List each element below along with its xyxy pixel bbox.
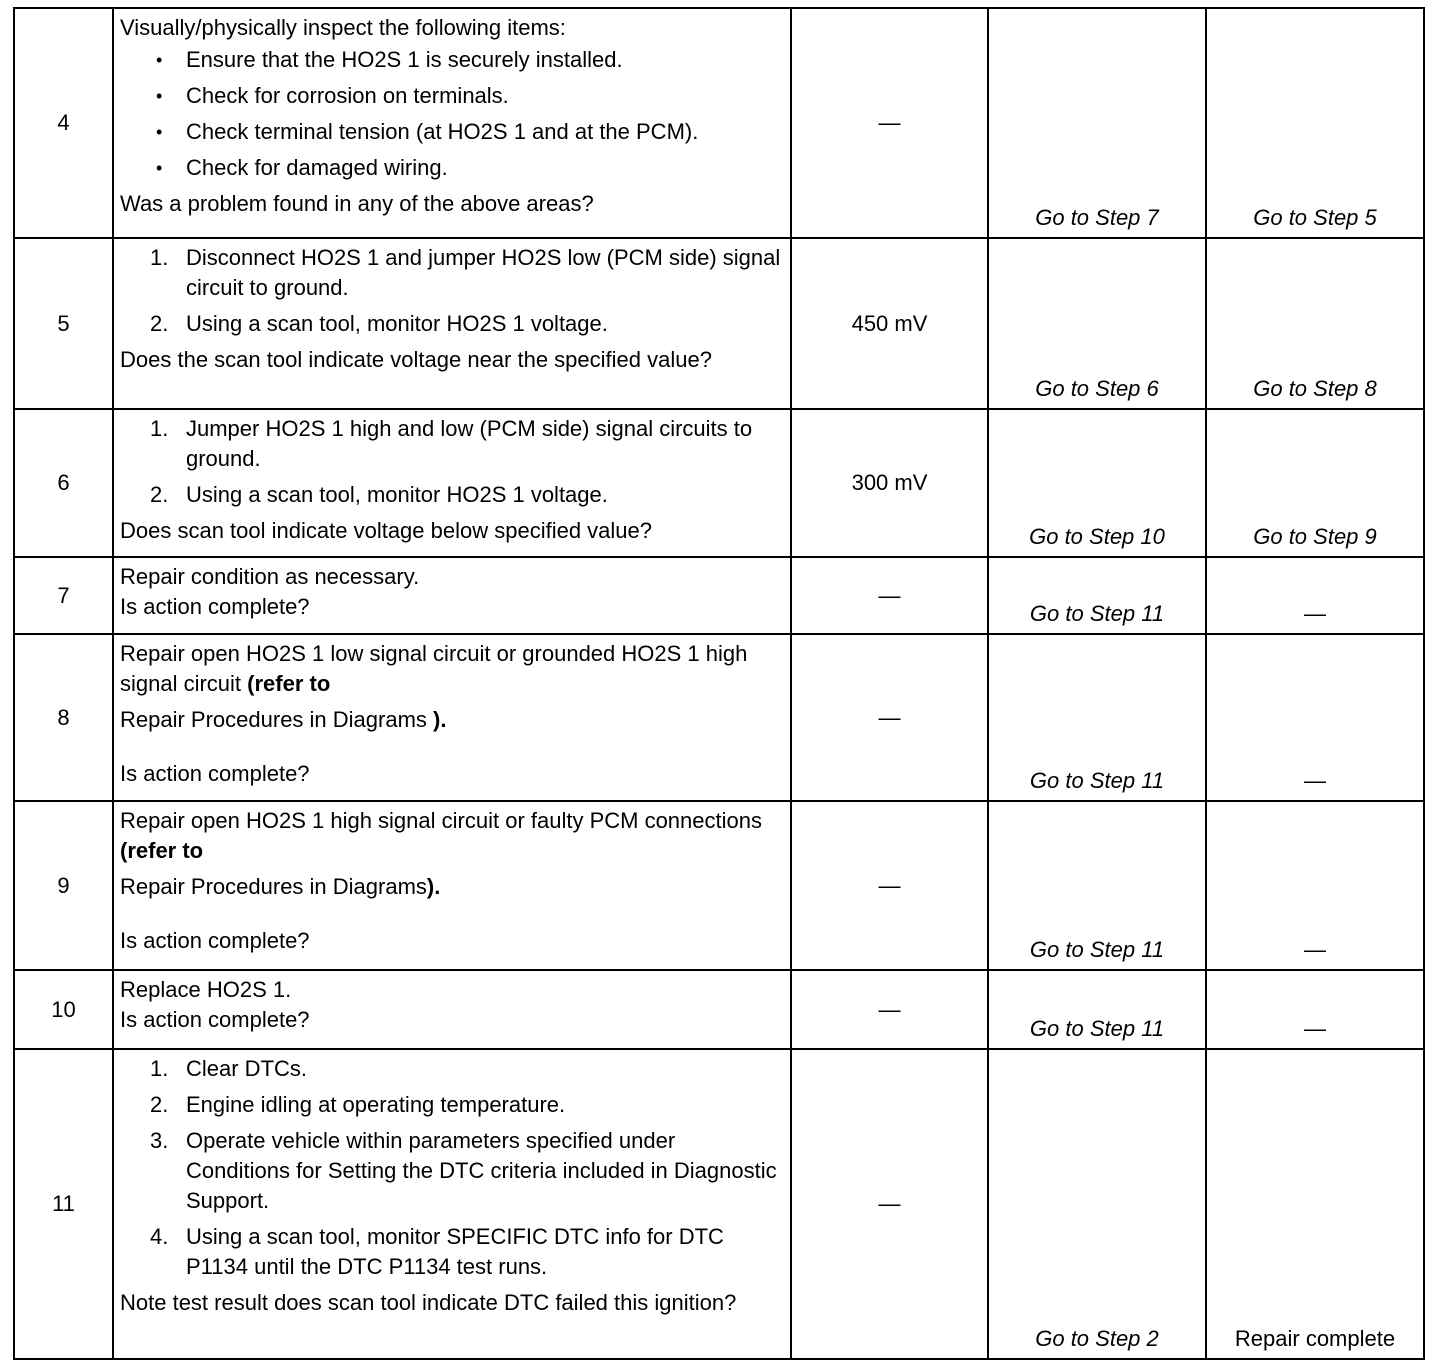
list-item: • Check for corrosion on terminals. xyxy=(150,81,784,111)
no-link: Go to Step 9 xyxy=(1253,524,1377,549)
action-question: Is action complete? xyxy=(120,594,310,619)
action-cell xyxy=(113,801,791,970)
action-intro: Visually/physically inspect the following items: xyxy=(120,15,566,40)
no-link: — xyxy=(1304,601,1326,626)
action-cell xyxy=(113,8,791,238)
action-text: Repair condition as necessary. xyxy=(120,564,420,589)
no-cell xyxy=(1206,409,1424,557)
table-row xyxy=(14,801,1424,970)
list-item: 2. Using a scan tool, monitor HO2S 1 voltage. xyxy=(150,311,608,336)
yes-link: Go to Step 11 xyxy=(1029,768,1165,793)
list-item: • Check terminal tension (at HO2S 1 and at the PCM). xyxy=(150,117,784,147)
yes-cell xyxy=(988,409,1206,557)
no-link: — xyxy=(1304,1016,1326,1041)
yes-link: Go to Step 6 xyxy=(1035,376,1159,401)
action-question: Is action complete? xyxy=(120,1007,310,1032)
numbered-list xyxy=(120,1054,784,1282)
yes-link: Go to Step 2 xyxy=(1035,1326,1159,1351)
numbered-list xyxy=(120,243,784,339)
value-cell: — xyxy=(791,1049,988,1359)
ref-close: ). xyxy=(433,707,447,732)
no-cell xyxy=(1206,801,1424,970)
ref-line xyxy=(120,872,784,902)
list-item: • Check for damaged wiring. xyxy=(150,153,784,183)
action-cell xyxy=(113,409,791,557)
action-question: Is action complete? xyxy=(120,928,310,953)
bullet-list xyxy=(120,45,784,183)
list-item: 2. Using a scan tool, monitor HO2S 1 voltage. xyxy=(150,482,608,507)
table-row xyxy=(14,970,1424,1049)
yes-cell xyxy=(988,8,1206,238)
yes-link: Go to Step 11 xyxy=(1029,601,1165,626)
action-question: Was a problem found in any of the above areas? xyxy=(120,191,594,216)
yes-cell xyxy=(988,557,1206,634)
yes-link: Go to Step 11 xyxy=(1029,937,1165,962)
step-number: 9 xyxy=(14,801,113,970)
ref-title: Repair Procedures in Diagrams xyxy=(120,707,427,732)
action-cell xyxy=(113,557,791,634)
list-item: 2. Engine idling at operating temperature. xyxy=(150,1092,566,1117)
no-link: Repair complete xyxy=(1234,1326,1396,1351)
no-cell xyxy=(1206,8,1424,238)
no-link: Go to Step 8 xyxy=(1253,376,1377,401)
value-cell: — xyxy=(791,557,988,634)
value-cell: 450 mV xyxy=(791,238,988,409)
yes-link: Go to Step 11 xyxy=(1029,1016,1165,1041)
step-number: 6 xyxy=(14,409,113,557)
step-number: 4 xyxy=(14,8,113,238)
no-cell xyxy=(1206,634,1424,801)
yes-cell xyxy=(988,801,1206,970)
list-item: 4. Using a scan tool, monitor SPECIFIC DTC info for DTC P1134 until the DTC P1134 test runs. xyxy=(150,1224,724,1279)
value-cell: — xyxy=(791,801,988,970)
no-cell xyxy=(1206,557,1424,634)
action-question: Note test result does scan tool indicate DTC failed this ignition? xyxy=(120,1290,737,1315)
ref-open: (refer to xyxy=(247,671,331,696)
action-text: Repair open HO2S 1 low signal circuit or grounded HO2S 1 high signal circuit (refer to xyxy=(120,641,748,696)
table-row xyxy=(14,1049,1424,1359)
value-cell: 300 mV xyxy=(791,409,988,557)
action-cell xyxy=(113,634,791,801)
value-cell: — xyxy=(791,8,988,238)
ref-title: Repair Procedures in Diagrams xyxy=(120,874,427,899)
step-number: 5 xyxy=(14,238,113,409)
list-item: 1. Disconnect HO2S 1 and jumper HO2S low (PCM side) signal circuit to ground. xyxy=(150,245,781,300)
diagnostic-table xyxy=(13,7,1425,1360)
action-cell xyxy=(113,970,791,1049)
list-item: • Ensure that the HO2S 1 is securely installed. xyxy=(150,45,784,75)
action-text: Repair open HO2S 1 high signal circuit or faulty PCM connections (refer to xyxy=(120,808,762,863)
step-number: 10 xyxy=(14,970,113,1049)
action-cell xyxy=(113,1049,791,1359)
value-cell: — xyxy=(791,634,988,801)
no-link: — xyxy=(1304,937,1326,962)
step-number: 7 xyxy=(14,557,113,634)
table-row xyxy=(14,557,1424,634)
action-text: Replace HO2S 1. xyxy=(120,977,292,1002)
table-row xyxy=(14,634,1424,801)
table-row xyxy=(14,409,1424,557)
step-number: 8 xyxy=(14,634,113,801)
ref-close: ). xyxy=(426,874,441,899)
no-link: Go to Step 5 xyxy=(1253,205,1377,230)
action-question: Is action complete? xyxy=(120,761,310,786)
list-item: 3. Operate vehicle within parameters specified under Conditions for Setting the DTC criteria included in Diagnostic Support. xyxy=(150,1128,777,1213)
ref-line xyxy=(120,705,784,735)
yes-link: Go to Step 7 xyxy=(1035,205,1159,230)
action-cell xyxy=(113,238,791,409)
yes-cell xyxy=(988,970,1206,1049)
step-number: 11 xyxy=(14,1049,113,1359)
yes-cell xyxy=(988,634,1206,801)
ref-open: (refer to xyxy=(120,838,204,863)
no-cell xyxy=(1206,1049,1424,1359)
yes-cell xyxy=(988,238,1206,409)
no-link: — xyxy=(1304,768,1326,793)
action-question: Does the scan tool indicate voltage near the specified value? xyxy=(120,347,712,372)
list-item: 1. Clear DTCs. xyxy=(150,1056,308,1081)
no-cell xyxy=(1206,238,1424,409)
table-row xyxy=(14,238,1424,409)
table-row xyxy=(14,8,1424,238)
value-cell: — xyxy=(791,970,988,1049)
list-item: 1. Jumper HO2S 1 high and low (PCM side) signal circuits to ground. xyxy=(150,416,753,471)
yes-link: Go to Step 10 xyxy=(1029,524,1165,549)
numbered-list xyxy=(120,414,784,510)
action-question: Does scan tool indicate voltage below specified value? xyxy=(120,518,652,543)
no-cell xyxy=(1206,970,1424,1049)
yes-cell xyxy=(988,1049,1206,1359)
